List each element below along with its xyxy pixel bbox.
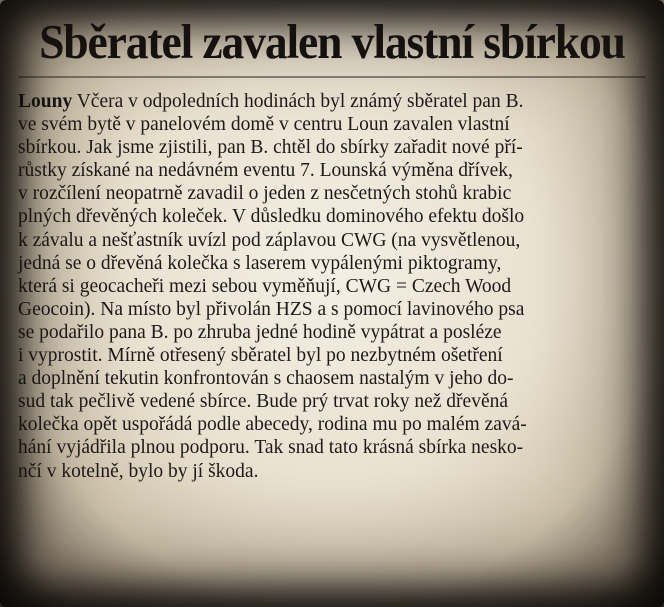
article-line-text: Včera v odpoledních hodinách byl známý sběratel pan B. <box>72 91 524 112</box>
article-line: se podařilo pana B. po zhruba jedné hodině vypátrat a posléze <box>18 321 502 343</box>
headline: Sběratel zavalen vlastní sbírkou <box>39 14 625 69</box>
article-line: plných dřevěných koleček. V důsledku dominového efektu došlo <box>18 206 525 228</box>
article-line: kolečka opět uspořádá podle abecedy, rodina mu po malém zavá- <box>18 414 527 436</box>
article-body <box>18 90 658 483</box>
article-line: sbírkou. Jak jsme zjistili, pan B. chtěl do sbírky zařadit nové pří- <box>18 137 523 159</box>
dateline: Louny <box>18 91 73 112</box>
article-line: sud tak pečlivě vedené sbírce. Bude prý trvat roky než dřevěná <box>18 391 509 413</box>
article-line <box>18 90 658 113</box>
article-line: hání vyjádřila plnou podporu. Tak snad tato krásná sbírka nesko- <box>18 437 524 459</box>
article-line: i vyprostit. Mírně otřesený sběratel byl po nezbytném ošetření <box>18 345 503 367</box>
article-line: růstky získané na nedávném eventu 7. Lounská výměna dřívek, <box>18 160 513 182</box>
article-line: která si geocacheři mezi sebou vyměňují, CWG = Czech Wood <box>18 275 512 297</box>
article-line: a doplnění tekutin konfrontován s chaosem nastalým v jeho do- <box>18 368 514 390</box>
article-line: jedná se o dřevěná kolečka s laserem vypálenými piktogramy, <box>18 252 502 274</box>
article-line: ve svém bytě v panelovém domě v centru Loun zavalen vlastní <box>18 114 510 136</box>
article-line: k závalu a nešťastník uvízl pod záplavou CWG (na vysvětlenou, <box>18 229 521 251</box>
headline-divider <box>18 76 646 78</box>
article-line: v rozčílení neopatrně zavadil o jeden z nesčetných stohů krabic <box>18 183 512 205</box>
article-line: nčí v kotelně, bylo by jí škoda. <box>18 460 259 482</box>
article-line: Geocoin). Na místo byl přivolán HZS a s pomocí lavinového psa <box>18 298 525 320</box>
